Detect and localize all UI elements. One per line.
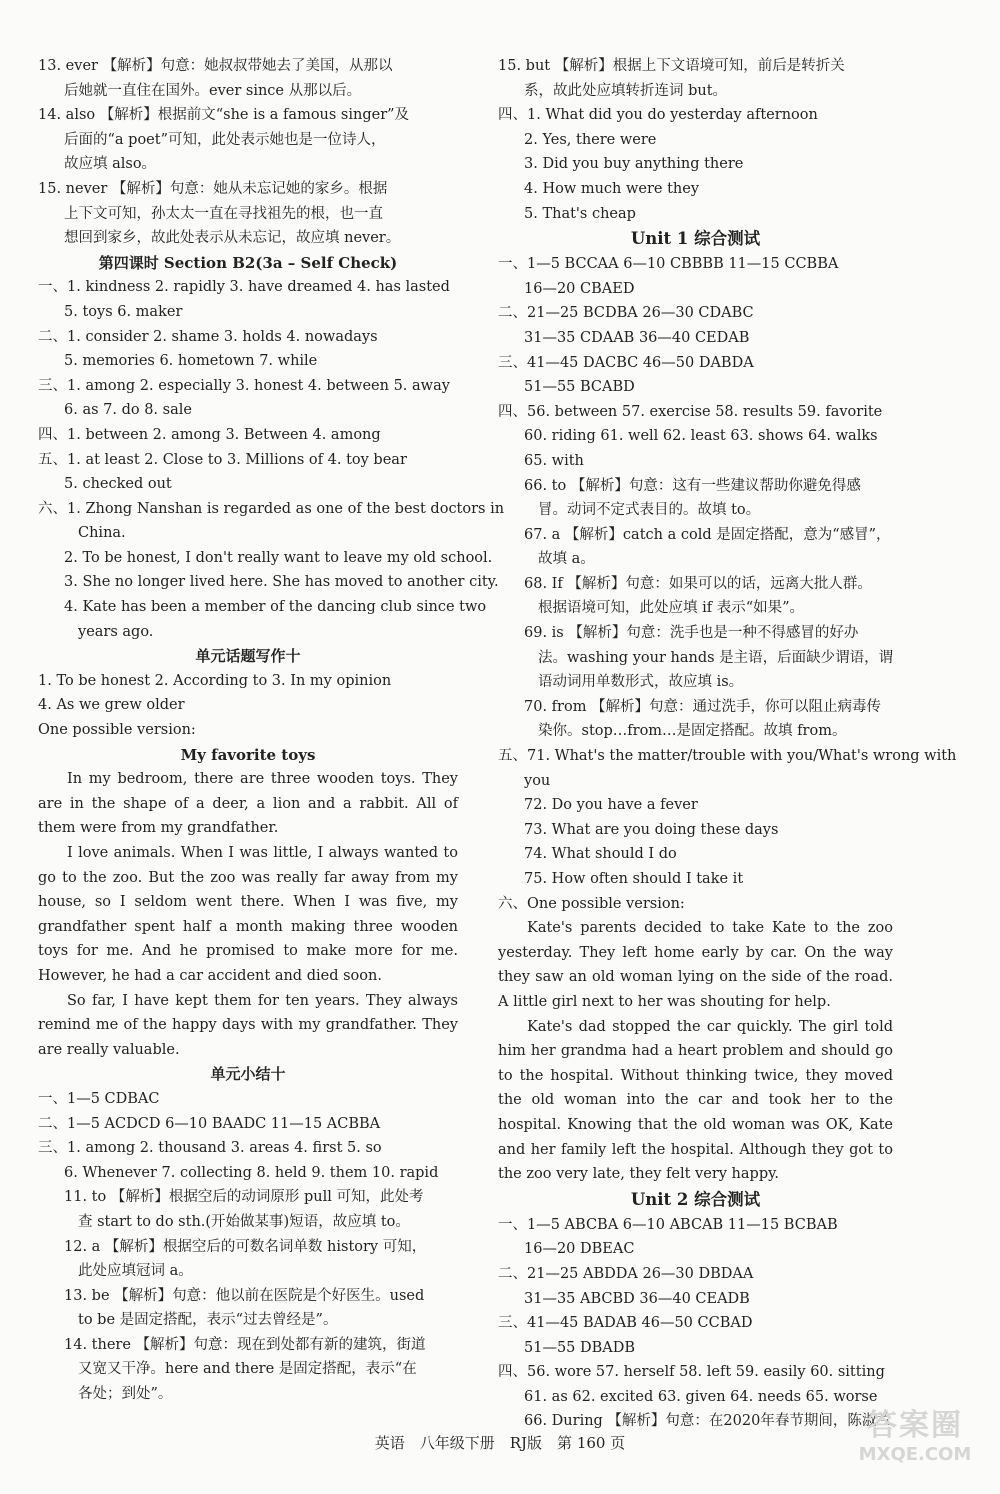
answer-line: 二、1. consider 2. shame 3. holds 4. nowadays: [38, 328, 378, 345]
answer-line: 6. Whenever 7. collecting 8. held 9. them 10. rapid: [64, 1164, 439, 1181]
answer-line: 65. with: [524, 452, 584, 469]
answer-line: 73. What are you doing these days: [524, 821, 779, 838]
answer-line: 后她就一直住在国外。ever since 从那以后。: [64, 82, 362, 99]
answer-line: 51—55 BCABD: [524, 379, 635, 396]
answer-line: 故应填 also。: [64, 156, 157, 173]
answer-line: 69. is 【解析】句意：洗手也是一种不得感冒的好办: [524, 625, 859, 642]
answer-line: 六、1. Zhong Nanshan is regarded as one of the best doctors in: [38, 500, 505, 517]
answer-line: 一、1—5 BCCAA 6—10 CBBBB 11—15 CCBBA: [498, 256, 839, 273]
left-column: [38, 54, 505, 1407]
answer-line: 68. If 【解析】句意：如果可以的话，远离大批人群。: [524, 575, 872, 592]
answer-line: 14. also 【解析】根据前文“she is a famous singer”及: [38, 107, 410, 124]
answer-line: 72. Do you have a fever: [524, 797, 698, 814]
answer-line: 5. memories 6. hometown 7. while: [64, 353, 318, 370]
essay-paragraph: Kate's dad stopped the car quickly. The girl told him her grandma had a heart problem and should go to the hospital. Without thinking twice, they moved the old woman into the car and took her to the hospital. Knowing that the old woman was OK, Kate and her family left the hospital. Although they got to the zoo very late, they felt very happy.: [498, 1018, 893, 1183]
answer-line: 3. She no longer lived here. She has moved to another city.: [64, 574, 499, 591]
answer-line: 70. from 【解析】句意：通过洗手，你可以阻止病毒传: [524, 698, 882, 715]
answer-line: 三、41—45 BADAB 46—50 CCBAD: [498, 1315, 753, 1332]
answer-line: 四、56. between 57. exercise 58. results 59. favorite: [498, 403, 883, 420]
section-heading: Unit 2 综合测试: [630, 1189, 761, 1209]
answer-line: 4. As we grew older: [38, 697, 185, 714]
answer-line: 三、41—45 DACBC 46—50 DABDA: [498, 354, 754, 371]
answer-line: 16—20 DBEAC: [524, 1241, 635, 1258]
answer-line: 4. Kate has been a member of the dancing club since two: [64, 599, 487, 616]
answer-line: 2. Yes, there were: [524, 131, 657, 148]
answer-line: 74. What should I do: [524, 846, 677, 863]
answer-line: 三、1. among 2. thousand 3. areas 4. first 5. so: [38, 1140, 382, 1157]
answer-line: you: [524, 772, 551, 789]
watermark: [840, 1400, 990, 1488]
answer-line: 2. To be honest, I don't really want to leave my old school.: [64, 549, 493, 566]
answer-line: 14. there 【解析】句意：现在到处都有新的建筑，街道: [64, 1336, 426, 1353]
answer-line: 又宽又干净。here and there 是固定搭配，表示“在: [78, 1361, 417, 1378]
essay-paragraph: In my bedroom, there are three wooden toys. They are in the shape of a deer, a lion and a rabbit. All of them were from my grandfather.: [38, 771, 458, 837]
answer-line: 16—20 CBAED: [524, 280, 635, 297]
answer-line: One possible version:: [38, 722, 196, 739]
answer-line: 后面的“a poet”可知，此处表示她也是一位诗人，: [64, 131, 386, 148]
answer-line: to be 是固定搭配，表示“过去曾经是”。: [78, 1312, 338, 1329]
answer-line: 二、21—25 ABDDA 26—30 DBDAA: [498, 1265, 754, 1282]
answer-line: 1. To be honest 2. According to 3. In my opinion: [38, 672, 392, 689]
answer-line: 五、71. What's the matter/trouble with you/What's wrong with: [498, 748, 957, 765]
essay-paragraph: Kate's parents decided to take Kate to the zoo yesterday. They left home early by car. On the way they saw an old woman lying on the side of the road. A little girl next to her was shouting for help.: [498, 920, 893, 1010]
answer-line: 查 start to do sth.(开始做某事)短语，故应填 to。: [78, 1213, 410, 1230]
answer-line: China.: [78, 525, 126, 542]
essay-paragraph: I love animals. When I was little, I always wanted to go to the zoo. But the zoo was really far away from my house, so I seldom went there. When I was five, my grandfather spent half a month making three wooden toys for me. And he promised to make more for me. However, he had a car accident and died soon.: [38, 845, 458, 984]
answer-line: 66. During 【解析】句意：在2020年春节期间，陈淑兰: [524, 1413, 891, 1430]
answer-line: 31—35 CDAAB 36—40 CEDAB: [524, 329, 750, 346]
answer-line: 此处应填冠词 a。: [78, 1263, 193, 1280]
answer-line: 三、1. among 2. especially 3. honest 4. between 5. away: [38, 377, 450, 394]
answer-line: 66. to 【解析】句意：这有一些建议帮助你避免得感: [524, 477, 861, 494]
answer-line: 5. That's cheap: [524, 205, 636, 222]
answer-line: 根据语境可知，此处应填 if 表示“如果”。: [538, 600, 805, 617]
answer-line: 四、56. wore 57. herself 58. left 59. easily 60. sitting: [498, 1364, 885, 1381]
answer-line: 法。washing your hands 是主语，后面缺少谓语，谓: [538, 649, 894, 666]
section-heading: 单元话题写作十: [195, 647, 301, 666]
answer-line: 一、1—5 ABCBA 6—10 ABCAB 11—15 BCBAB: [498, 1216, 838, 1233]
answer-line: 15. never 【解析】句意：她从未忘记她的家乡。根据: [38, 180, 388, 197]
section-heading: My favorite toys: [180, 745, 316, 764]
essay-paragraph: So far, I have kept them for ten years. They always remind me of the happy days with my grandfather. They are really valuable.: [38, 992, 458, 1058]
answer-line: 60. riding 61. well 62. least 63. shows 64. walks: [524, 428, 878, 445]
answer-line: 5. checked out: [64, 476, 172, 493]
answer-line: 语动词用单数形式，故应填 is。: [538, 674, 744, 691]
answer-line: 51—55 DBADB: [524, 1339, 636, 1356]
answer-line: 75. How often should I take it: [524, 871, 744, 887]
answer-line: 二、1—5 ACDCD 6—10 BAADC 11—15 ACBBA: [38, 1115, 381, 1132]
answer-line: 上下文可知，孙太太一直在寻找祖先的根，也一直: [64, 205, 383, 222]
page-footer: 英语 八年级下册 RJ版 第 160 页: [374, 1434, 626, 1452]
answer-line: 四、1. What did you do yesterday afternoon: [498, 107, 818, 124]
answer-line: 冒。动词不定式表目的。故填 to。: [538, 502, 761, 519]
answer-line: 5. toys 6. maker: [64, 303, 183, 320]
answer-line: 系，故此处应填转折连词 but。: [524, 82, 728, 99]
answer-line: 6. as 7. do 8. sale: [64, 402, 192, 419]
answer-line: 31—35 ABCBD 36—40 CEADB: [524, 1290, 750, 1307]
answer-line: 想回到家乡，故此处表示从未忘记，故应填 never。: [64, 230, 401, 247]
answer-line: 13. be 【解析】句意：他以前在医院是个好医生。used: [64, 1287, 425, 1304]
section-heading: 单元小结十: [210, 1065, 286, 1084]
answer-line: 故填 a。: [538, 551, 595, 568]
answer-line: 67. a 【解析】catch a cold 是固定搭配，意为“感冒”，: [524, 526, 891, 543]
answer-line: 15. but 【解析】根据上下文语境可知，前后是转折关: [498, 58, 845, 74]
answer-line: 11. to 【解析】根据空后的动词原形 pull 可知，此处考: [64, 1189, 424, 1206]
watermark-logo: 答案圈: [867, 1408, 963, 1443]
answer-line: 13. ever 【解析】句意：她叔叔带她去了美国，从那以: [38, 58, 393, 74]
answer-line: 一、1—5 CDBAC: [38, 1090, 160, 1107]
answer-line: 各处；到处”。: [78, 1386, 173, 1403]
answer-line: years ago.: [78, 623, 154, 640]
answer-line: 12. a 【解析】根据空后的可数名词单数 history 可知，: [64, 1238, 427, 1255]
answer-line: 四、1. between 2. among 3. Between 4. among: [38, 426, 381, 443]
answer-line: 61. as 62. excited 63. given 64. needs 65. worse: [524, 1388, 878, 1405]
section-heading: Unit 1 综合测试: [630, 229, 761, 249]
answer-line: 4. How much were they: [524, 180, 700, 197]
answer-line: 六、One possible version:: [498, 895, 685, 912]
answer-line: 二、21—25 BCDBA 26—30 CDABC: [498, 305, 754, 322]
answer-line: 染你。stop…from…是固定搭配。故填 from。: [538, 723, 847, 740]
watermark-url: MXQE.COM: [858, 1444, 972, 1465]
answer-line: 3. Did you buy anything there: [524, 156, 744, 173]
section-heading: 第四课时 Section B2(3a – Self Check): [98, 253, 398, 272]
answer-line: 一、1. kindness 2. rapidly 3. have dreamed 4. has lasted: [38, 279, 450, 296]
answer-line: 五、1. at least 2. Close to 3. Millions of 4. toy bear: [38, 451, 407, 468]
